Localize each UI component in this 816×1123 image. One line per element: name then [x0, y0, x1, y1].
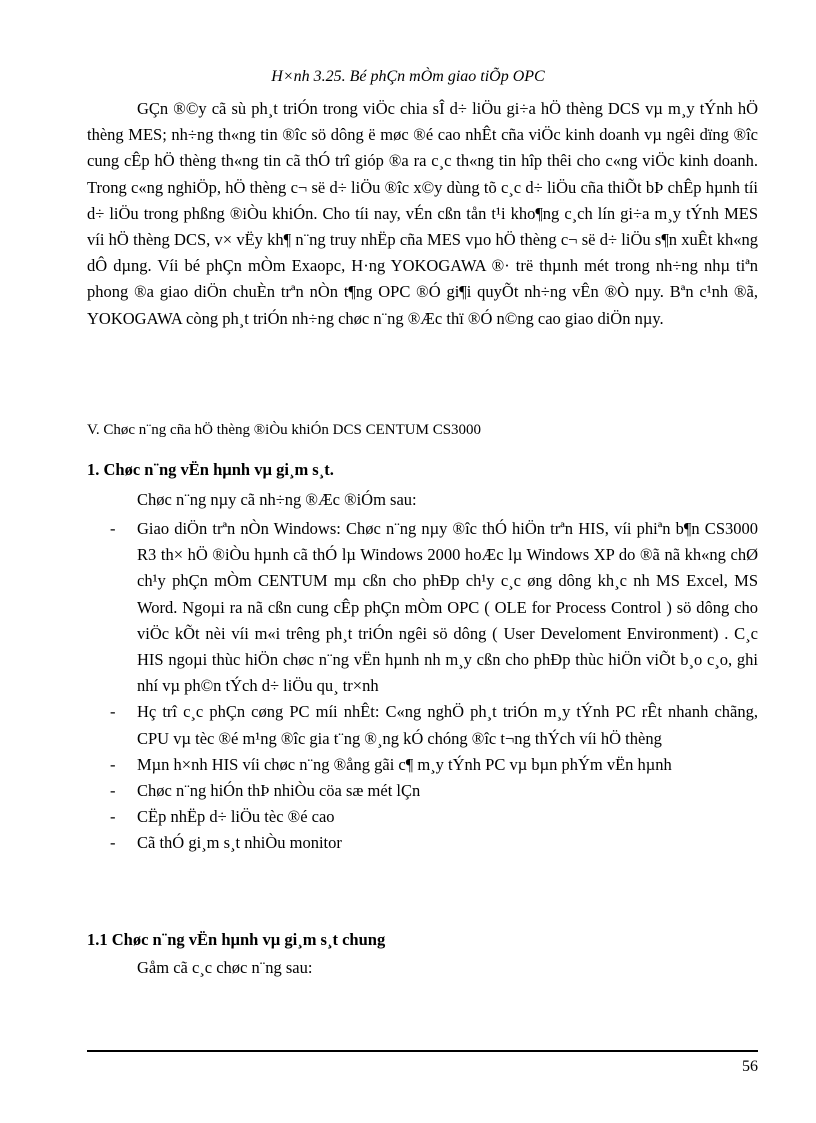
intro-paragraph: GÇn ®©y cã sù ph¸t triÓn trong viÖc chia sÎ d÷ liÖu gi÷a hÖ thèng DCS vµ m¸y tÝnh hÖ thèng MES; nh÷ng th«ng tin ®îc sö dông ë møc ®é cao nhÊt cña viÖc kinh doanh vµ ngêi dïng ®îc cung cÊp hÖ thèng th«ng tin cã thÓ trî gióp ®a ra c¸c th«ng tin hîp thêi cho c«ng viÖc kinh doanh. Trong c«ng nghiÖp, hÖ thèng c¬ së d÷ liÖu ®îc x©y dùng tõ c¸c d÷ liÖu cña thiÕt bÞ chÊp hµnh tíi d÷ liÖu trong phßng ®iÒu khiÓn. Cho tíi nay, vÉn cßn tån t¹i kho¶ng c¸ch lín gi÷a m¸y tÝnh MES víi hÖ thèng DCS, v× vËy kh¶ n¨ng truy nhËp cña MES vµo hÖ thèng c¬ së d÷ liÖu s¶n xuÊt kh«ng dÔ dµng. Víi bé phÇn mÒm Exaopc, H·ng YOKOGAWA ®· trë thµnh mét trong nh÷ng nhµ tiªn phong ®a giao diÖn chuÈn trªn nÒn t¶ng OPC ®Ó gi¶i quyÕt nh÷ng vÊn ®Ò nµy. Bªn c¹nh ®ã, YOKOGAWA còng ph¸t triÓn nh÷ng chøc n¨ng ®Æc thï ®Ó n©ng cao giao diÖn nµy. — [87, 99, 758, 328]
list-item-text: Hç trî c¸c phÇn cøng PC míi nhÊt: C«ng nghÖ ph¸t triÓn m¸y tÝnh PC rÊt nhanh chãng, CPU vµ tèc ®é m¹ng ®îc gia t¨ng ®¸ng kÓ chóng ®îc t¬ng thÝch víi hÖ thèng — [137, 702, 758, 748]
list-item-text: Chøc n¨ng hiÓn thÞ nhiÒu cöa sæ mét lÇn — [137, 781, 421, 801]
list-item — [110, 699, 758, 751]
heading-general-operation: 1.1 Chøc n¨ng vËn hµnh vµ gi¸m s¸t chung — [87, 930, 386, 949]
bullet-dash: - — [110, 781, 116, 801]
list-item — [110, 804, 758, 830]
list-item — [110, 752, 758, 778]
figure-caption: H×nh 3.25. Bé phÇn mÒm giao tiÕp OPC — [271, 68, 545, 85]
bullet-dash: - — [110, 702, 116, 722]
list-item — [110, 516, 758, 699]
bullet-dash: - — [110, 519, 116, 538]
list-item-text: CËp nhËp d÷ liÖu tèc ®é cao — [137, 807, 335, 827]
bullet-dash: - — [110, 807, 116, 827]
heading-operation-monitoring: 1. Chøc n¨ng vËn hµnh vµ gi¸m s¸t. — [87, 460, 334, 479]
section-title: V. Chøc n¨ng cña hÖ thèng ®iÒu khiÓn DCS CENTUM CS3000 — [87, 422, 482, 438]
lead-features: Chøc n¨ng nµy cã nh÷ng ®Æc ®iÓm sau: — [137, 490, 417, 509]
list-item — [110, 778, 758, 804]
bullet-dash: - — [110, 754, 116, 774]
lead-functions: Gåm cã c¸c chøc n¨ng sau: — [137, 958, 313, 977]
list-item-text: Mµn h×nh HIS víi chøc n¨ng ®ång gãi c¶ m¸y tÝnh PC vµ bµn phÝm vËn hµnh — [137, 754, 672, 774]
list-item-text: Cã thÓ gi¸m s¸t nhiÒu monitor — [137, 833, 342, 853]
page-number: 56 — [742, 1058, 758, 1075]
list-item-text: Giao diÖn trªn nÒn Windows: Chøc n¨ng nµy ®îc thÓ hiÖn trªn HIS, víi phiªn b¶n CS3000 R3 th× hÖ ®iÒu hµnh cã thÓ lµ Windows 2000 hoÆc lµ Windows XP do ®ã nã kh«ng chØ ch¹y phÇn mÒm CENTUM mµ cßn cho phÐp ch¹y c¸c øng dông kh¸c nh MS Excel, MS Word. Ngoµi ra nã cßn cung cÊp phÇn mÒm OPC ( OLE for Process Control ) sö dông cho viÖc kÕt nèi víi m«i trêng ph¸t triÓn ngêi sö dông ( User Develoment Environment) . C¸c HIS ngoµi thùc hiÖn chøc n¨ng vËn hµnh nh m¸y cßn cho phÐp thùc hiÖn viÕt b¸o c¸o, ghi nhí vµ ph©n tÝch d÷ liÖu qu¸ tr×nh — [137, 519, 758, 696]
list-item — [110, 830, 758, 856]
footer-rule — [87, 1050, 758, 1052]
feature-list — [110, 516, 758, 857]
bullet-dash: - — [110, 833, 116, 853]
